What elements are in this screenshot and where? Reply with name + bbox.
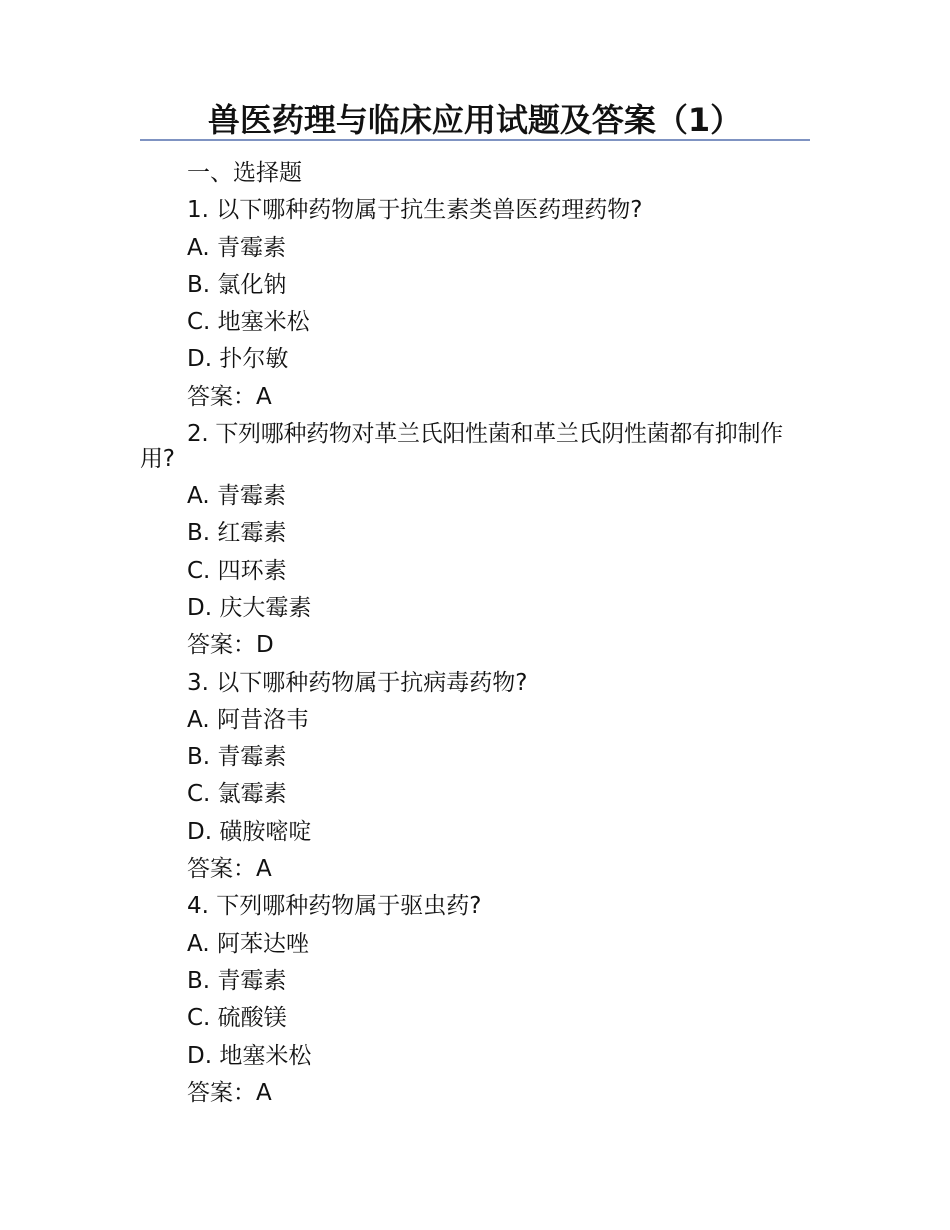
question-option: D. 地塞米松 [187,1042,312,1069]
document-title: 兽医药理与临床应用试题及答案（1） [207,101,743,139]
question-option: C. 地塞米松 [187,309,310,336]
document-body [140,155,815,1112]
question-answer: 答案：A [187,856,272,883]
question-answer: 答案：A [187,383,272,410]
question-option: B. 青霉素 [187,744,287,771]
question-answer: 答案：D [187,632,274,659]
question-option: C. 氯霉素 [187,781,287,808]
question-stem: 4. 下列哪种药物属于驱虫药? [187,893,482,920]
question-option: D. 扑尔敏 [187,346,289,373]
question-option: A. 阿苯达唑 [187,930,309,957]
question-answer: 答案：A [187,1079,272,1106]
question-option: A. 阿昔洛韦 [187,706,309,733]
question-option: D. 磺胺嘧啶 [187,818,312,845]
question-option: D. 庆大霉素 [187,594,312,621]
question-stem: 2. 下列哪种药物对革兰氏阳性菌和革兰氏阴性菌都有抑制作用? [140,421,783,473]
question-option: A. 青霉素 [187,234,286,261]
question-option: B. 青霉素 [187,967,287,994]
question-option: B. 氯化钠 [187,271,287,298]
question-stem: 3. 以下哪种药物属于抗病毒药物? [187,669,528,696]
section-heading: 一、选择题 [187,160,302,186]
question-option: C. 硫酸镁 [187,1005,287,1032]
question-option: C. 四环素 [187,557,287,584]
question-option: B. 红霉素 [187,520,287,547]
question-stem: 1. 以下哪种药物属于抗生素类兽医药理药物? [187,197,643,224]
title-underline [140,139,810,141]
question-option: A. 青霉素 [187,483,286,510]
